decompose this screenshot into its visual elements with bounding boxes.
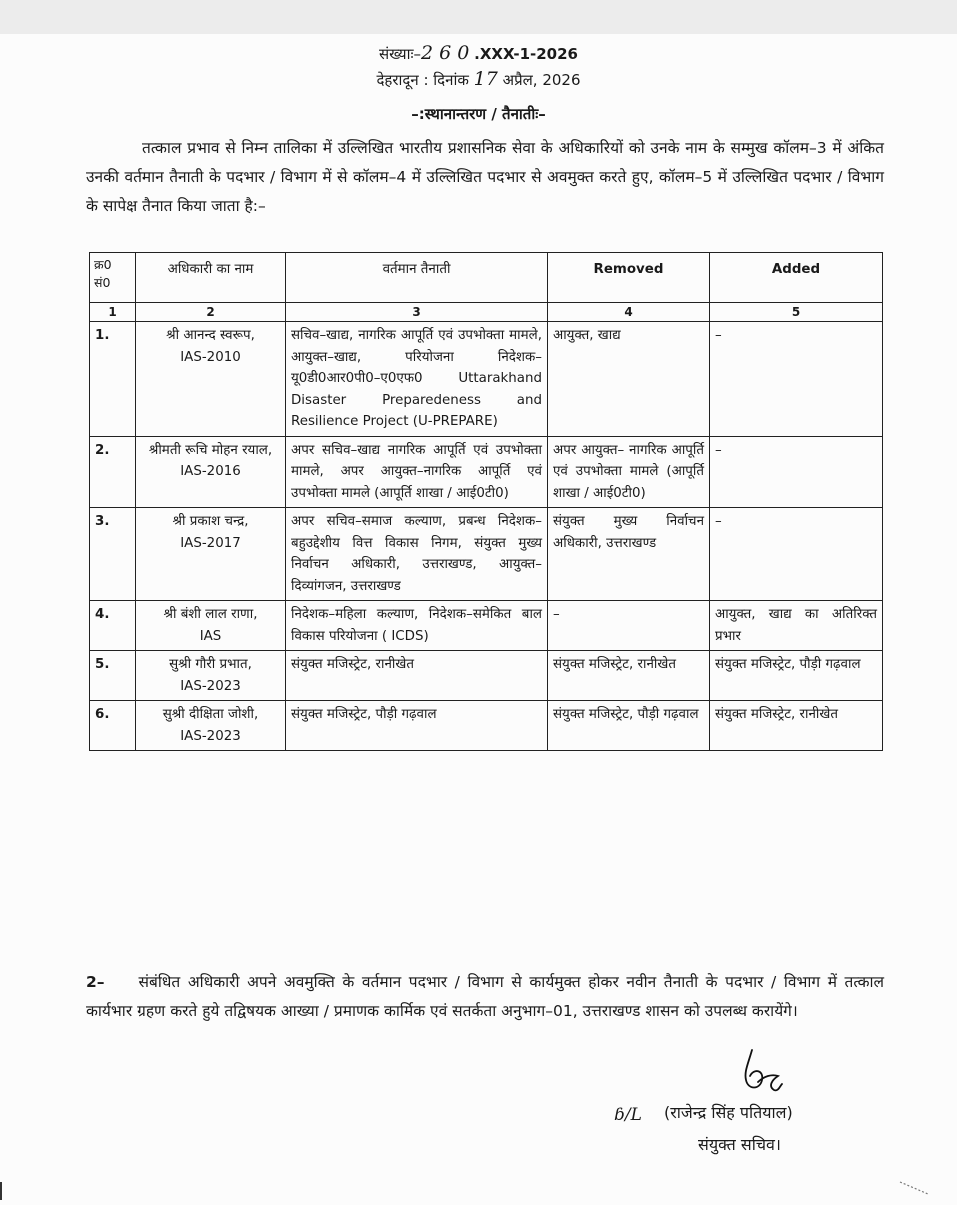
current-posting: सचिव–खाद्य, नागरिक आपूर्ति एवं उपभोक्ता मामले, आयुक्त–खाद्य, परियोजना निदेशक– यू0डी0आर0पी0–ए0एफ0 Uttarakhand Disaster Preparedeness and Resilience Project (U-PREPARE) [286, 322, 548, 437]
document-date: देहरादून : दिनांक 17 अप्रैल, 2026 [376, 68, 581, 90]
table-row [90, 322, 883, 437]
viewer-top-bar [0, 0, 957, 34]
added-posting: संयुक्त मजिस्ट्रेट, पौड़ी गढ़वाल [710, 651, 883, 701]
added-posting: – [710, 322, 883, 437]
row-serial: 6. [90, 701, 136, 751]
header-serial: क्र0 सं0 [90, 253, 136, 303]
current-posting: अपर सचिव–समाज कल्याण, प्रबन्ध निदेशक– बहुउद्देशीय वित्त विकास निगम, संयुक्त मुख्य निर्वाचन अधिकारी, उत्तराखण्ड, आयुक्त– दिव्यांगजन, उत्तराखण्ड [286, 508, 548, 601]
header-added: Added [710, 253, 883, 303]
added-posting: – [710, 508, 883, 601]
header-current-posting: वर्तमान तैनाती [286, 253, 548, 303]
page-edge-mark [0, 1182, 2, 1200]
signature-scribble [738, 1046, 784, 1098]
header-officer-name: अधिकारी का नाम [136, 253, 286, 303]
removed-posting: आयुक्त, खाद्य [548, 322, 710, 437]
current-posting: अपर सचिव–खाद्य नागरिक आपूर्ति एवं उपभोक्ता मामले, अपर आयुक्त–नागरिक आपूर्ति एवं उपभोक्ता मामले (आपूर्ति शाखा / आई0टी0) [286, 436, 548, 508]
removed-posting: संयुक्त मजिस्ट्रेट, रानीखेत [548, 651, 710, 701]
column-number: 4 [548, 303, 710, 322]
column-number-row [90, 303, 883, 322]
current-posting: संयुक्त मजिस्ट्रेट, रानीखेत [286, 651, 548, 701]
column-number: 3 [286, 303, 548, 322]
header-removed: Removed [548, 253, 710, 303]
table-row [90, 651, 883, 701]
signature-initial: ɓ/L [614, 1105, 642, 1125]
column-number: 1 [90, 303, 136, 322]
subject-heading: –:स्थानान्तरण / तैनातीः– [411, 105, 546, 123]
row-serial: 4. [90, 601, 136, 651]
added-posting: – [710, 436, 883, 508]
signatory-name: (राजेन्द्र सिंह पतियाल) [664, 1103, 793, 1122]
officer-name: सुश्री दीक्षिता जोशी, IAS-2023 [136, 701, 286, 751]
officer-name: श्री प्रकाश चन्द्र, IAS-2017 [136, 508, 286, 601]
table-row [90, 436, 883, 508]
column-number: 5 [710, 303, 883, 322]
officer-name: श्रीमती रूचि मोहन रयाल, IAS-2016 [136, 436, 286, 508]
officer-name: सुश्री गौरी प्रभात, IAS-2023 [136, 651, 286, 701]
removed-posting: संयुक्त मुख्य निर्वाचन अधिकारी, उत्तराखण्ड [548, 508, 710, 601]
removed-posting: संयुक्त मजिस्ट्रेट, पौड़ी गढ़वाल [548, 701, 710, 751]
current-posting: निदेशक–महिला कल्याण, निदेशक–समेकित बाल विकास परियोजना ( ICDS) [286, 601, 548, 651]
added-posting: संयुक्त मजिस्ट्रेट, रानीखेत [710, 701, 883, 751]
officer-name: श्री आनन्द स्वरूप, IAS-2010 [136, 322, 286, 437]
officer-name: श्री बंशी लाल राणा, IAS [136, 601, 286, 651]
row-serial: 1. [90, 322, 136, 437]
transfer-table [89, 252, 883, 751]
paragraph-2: 2– संबंधित अधिकारी अपने अवमुक्ति के वर्तमान पदभार / विभाग से कार्यमुक्त होकर नवीन तैनाती के पदभार / विभाग में तत्काल कार्यभार ग्रहण करते हुये तद्विषयक आख्या / प्रमाणक कार्मिक एवं सतर्कता अनुभाग–01, उत्तराखण्ड शासन को उपलब्ध करायेंगे। [86, 973, 884, 1020]
intro-paragraph: तत्काल प्रभाव से निम्न तालिका में उल्लिखित भारतीय प्रशासनिक सेवा के अधिकारियों को उनके नाम के सम्मुख कॉलम–3 में अंकित उनकी वर्तमान तैनाती के पदभार / विभाग में से कॉलम–4 में उल्लिखित पदभार से अवमुक्त करते हुए, कॉलम–5 में उल्लिखित पदभार / विभाग के सापेक्ष तैनात किया जाता है:– [86, 139, 884, 215]
table-row [90, 508, 883, 601]
row-serial: 2. [90, 436, 136, 508]
row-serial: 5. [90, 651, 136, 701]
corner-scan-artifact [898, 1178, 938, 1198]
added-posting: आयुक्त, खाद्य का अतिरिक्त प्रभार [710, 601, 883, 651]
table-header-row [90, 253, 883, 303]
current-posting: संयुक्त मजिस्ट्रेट, पौड़ी गढ़वाल [286, 701, 548, 751]
row-serial: 3. [90, 508, 136, 601]
column-number: 2 [136, 303, 286, 322]
removed-posting: – [548, 601, 710, 651]
reference-number: संख्याः–2 6 0 .XXX-1-2026 [379, 42, 578, 64]
signatory-designation: संयुक्त सचिव। [698, 1135, 781, 1154]
table-row [90, 701, 883, 751]
table-row [90, 601, 883, 651]
removed-posting: अपर आयुक्त– नागरिक आपूर्ति एवं उपभोक्ता मामले (आपूर्ति शाखा / आई0टी0) [548, 436, 710, 508]
